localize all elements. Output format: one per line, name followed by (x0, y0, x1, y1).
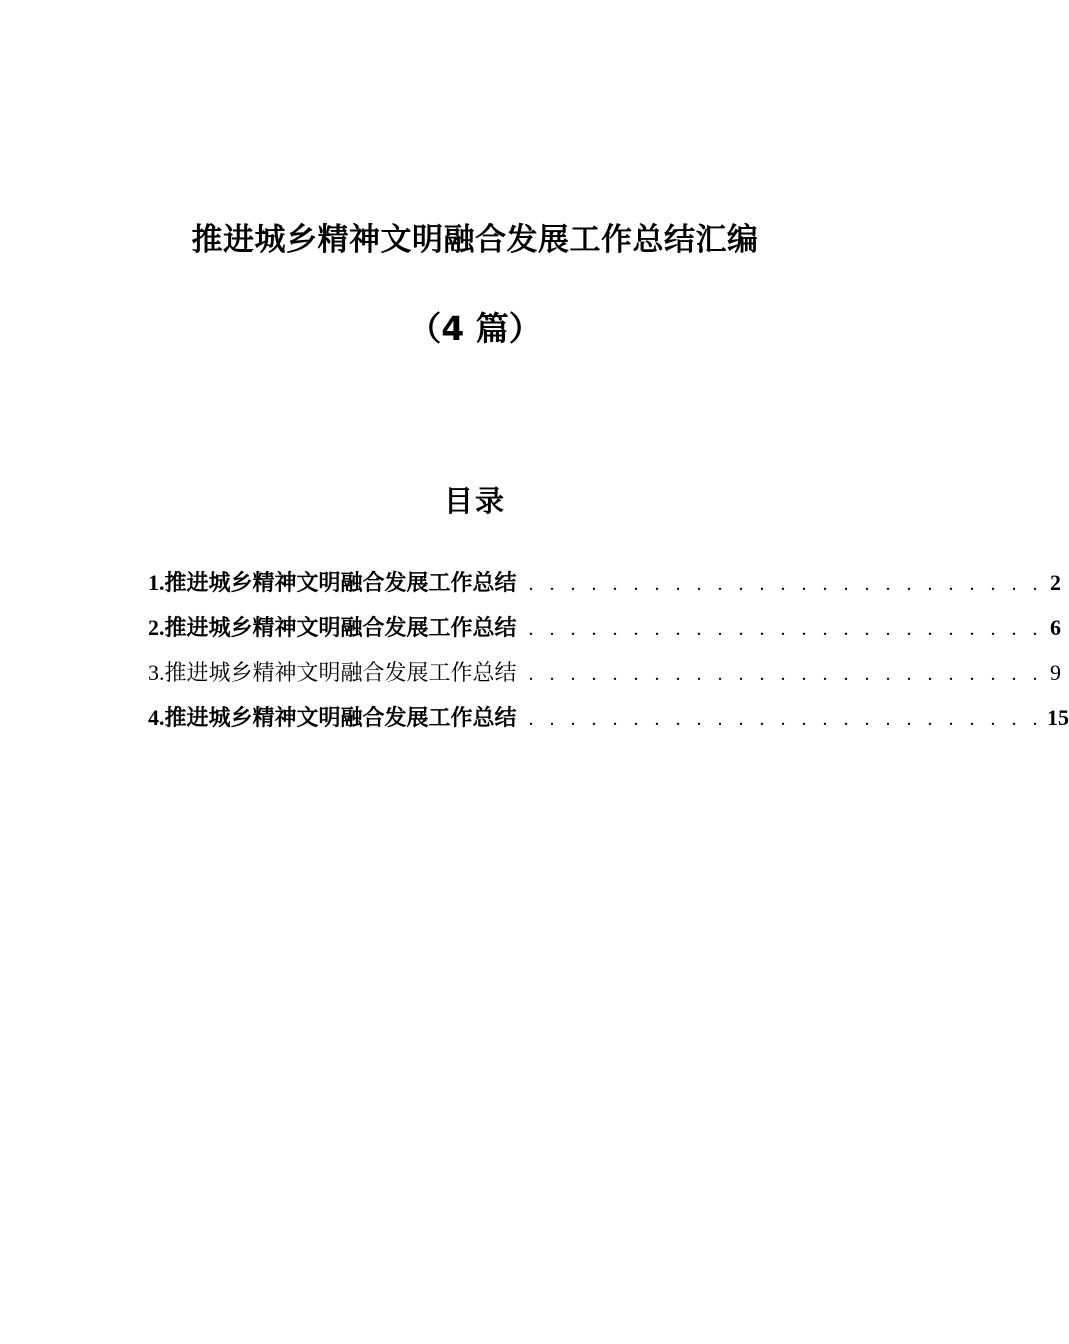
toc-entry-1[interactable] (148, 563, 1062, 608)
toc-dot-leader: . . . . . . . . . . . . . . . . . . . . . . . . . (528, 573, 1044, 595)
toc-dot-leader: . . . . . . . . . . . . . . . . . . . . . . . . . (528, 618, 1044, 640)
toc-entry-2[interactable] (148, 608, 1062, 653)
toc-entry-number: 2. (148, 615, 165, 640)
toc-entry-title: 推进城乡精神文明融合发展工作总结 (164, 616, 517, 641)
document-title: 推进城乡精神文明融合发展工作总结汇编 (191, 222, 759, 258)
table-of-contents (148, 563, 1069, 743)
toc-page-number: 15 (1047, 705, 1069, 730)
toc-dot-leader: . . . . . . . . . . . . . . . . . . . . . . . . . (528, 708, 1044, 730)
toc-page-number: 2 (1050, 570, 1062, 595)
toc-entry-title: 推进城乡精神文明融合发展工作总结 (164, 571, 517, 596)
toc-page-number: 6 (1050, 615, 1062, 640)
toc-entry-3[interactable] (148, 653, 1062, 698)
document-subtitle: （4 篇） (408, 309, 542, 348)
toc-entry-title: 推进城乡精神文明融合发展工作总结 (164, 706, 517, 731)
toc-dot-leader: . . . . . . . . . . . . . . . . . . . . . . . . . (528, 663, 1044, 685)
toc-entry-4[interactable] (148, 698, 1069, 743)
toc-entry-title: 推进城乡精神文明融合发展工作总结 (164, 661, 517, 686)
toc-heading: 目录 (443, 484, 506, 518)
toc-entry-number: 4. (148, 705, 165, 730)
toc-page-number: 9 (1050, 660, 1062, 685)
toc-entry-number: 3. (148, 660, 165, 685)
toc-entry-number: 1. (148, 570, 165, 595)
